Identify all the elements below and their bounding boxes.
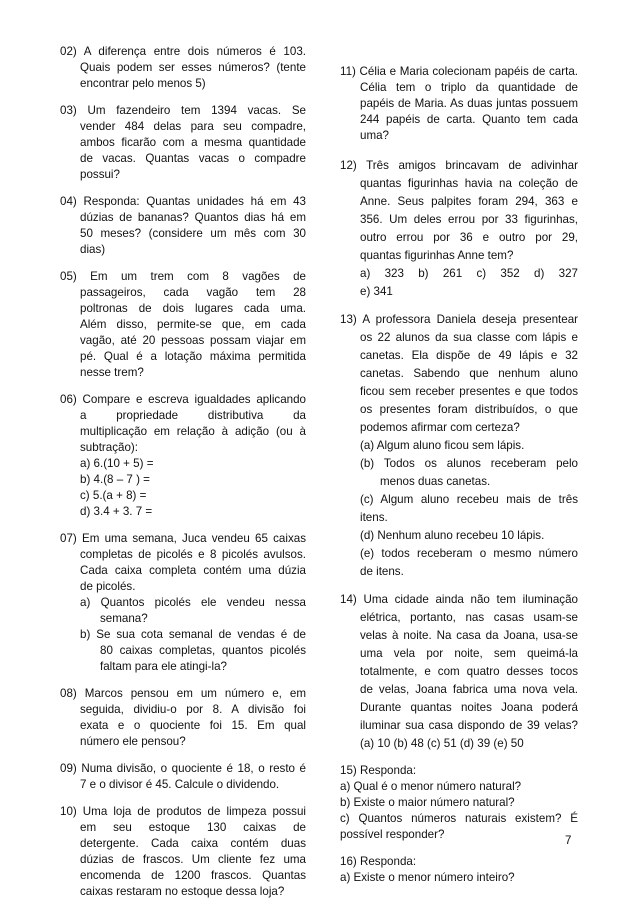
text-line: dias): [80, 243, 106, 256]
text-line: 08) Marcos pensou em um número e, em: [60, 687, 306, 700]
text-line: 7 e o divisor é 45. Calcule o dividendo.: [80, 778, 280, 791]
text-line: de vacas. Quantas vacas o compadre: [80, 152, 306, 165]
text-line: a) 6.(10 + 5) =: [80, 457, 154, 470]
text-line: quantas figurinhas havia na coleção de: [360, 177, 578, 190]
text-line: canetas. Ela dispõe de 49 lápis e 32: [360, 349, 578, 362]
text-line: de velas, Joana fabrica uma nova vela.: [360, 683, 578, 696]
text-line: d) 3.4 + 3. 7 =: [80, 505, 153, 518]
text-line: passageiros, cada vagão tem 28: [80, 286, 306, 299]
text-line: quantas figurinhas Anne tem?: [360, 249, 514, 262]
text-line: (e) todos receberam o mesmo número: [360, 547, 578, 560]
text-line: 10) Uma loja de produtos de limpeza possui: [60, 805, 306, 818]
text-line: velas à noite. Na casa da Joana, usa-se: [360, 629, 578, 642]
text-line: 12) Três amigos brincavam de adivinhar: [340, 159, 578, 172]
text-line: subtração):: [80, 441, 138, 454]
text-line: uma vela por noite, sem queimá-la: [360, 647, 578, 660]
text-line: b) 4.(8 – 7 ) =: [80, 473, 150, 486]
text-line: Cada caixa completa contém uma dúzia: [80, 564, 306, 577]
text-line: encontrar pelo menos 5): [80, 77, 206, 90]
text-line: seguida, dividiu-o por 8. A divisão foi: [80, 703, 306, 716]
text-line: detergente. Cada caixa contém duas: [80, 837, 306, 850]
text-line: Célia tem o triplo da quantidade de: [360, 81, 578, 94]
text-line: (c) Algum aluno recebeu mais de três: [360, 493, 578, 506]
text-line: a) Quantos picolés ele vendeu nessa: [80, 596, 306, 609]
text-line: 05) Em um trem com 8 vagões de: [60, 270, 306, 283]
text-line: Durante quantas noites Joana poderá: [360, 701, 578, 714]
text-line: Além disso, permite-se que, em cada: [80, 318, 306, 331]
text-line: 03) Um fazendeiro tem 1394 vacas. Se: [60, 104, 306, 117]
text-line: (b) Todos os alunos receberam pelo: [360, 457, 578, 470]
text-line: a) Existe o menor número inteiro?: [340, 871, 515, 884]
text-line: ficou sem receber presentes e que todos: [360, 385, 578, 398]
text-line: 14) Uma cidade ainda não tem iluminação: [340, 593, 578, 606]
text-line: 15) Responda:: [340, 764, 417, 777]
text-line: os 22 alunos da sua classe com lápis e: [360, 331, 578, 344]
text-line: de picolés.: [80, 580, 136, 593]
text-line: podemos afirmar com certeza?: [360, 421, 520, 434]
text-line: possui?: [80, 168, 120, 181]
text-line: caixas restaram no estoque dessa loja?: [80, 885, 285, 898]
text-line: (d) Nenhum aluno recebeu 10 lápis.: [360, 529, 545, 542]
text-line: de itens.: [360, 565, 404, 578]
text-line: (a) Algum aluno ficou sem lápis.: [360, 439, 525, 452]
text-line: completas de picolés e 8 picolés avulsos.: [80, 548, 306, 561]
text-line: menos duas canetas.: [380, 475, 491, 488]
text-line: 356. Um deles errou por 33 figurinhas,: [360, 213, 578, 226]
text-line: os presentes foram distribuídos, o que: [360, 403, 578, 416]
text-line: dúzias de bananas? Quantos dias há em: [80, 211, 306, 224]
text-line: papéis de Maria. As duas juntas possuem: [360, 97, 578, 110]
text-line: outro errou por 36 e outro por 29,: [360, 231, 578, 244]
text-line: (a) 10 (b) 48 (c) 51 (d) 39 (e) 50: [360, 737, 524, 750]
text-line: elétrica, portanto, nas casas usam-se: [360, 611, 578, 624]
text-line: b) Existe o maior número natural?: [340, 796, 515, 809]
text-line: possível responder?: [340, 828, 445, 841]
text-line: número ele pensou?: [80, 735, 186, 748]
text-line: em seu estoque 130 caixas de: [80, 821, 306, 834]
text-line: vender 484 delas para seu compadre,: [80, 120, 306, 133]
text-line: 11) Célia e Maria colecionam papéis de carta.: [340, 65, 578, 78]
text-line: nesse trem?: [80, 366, 144, 379]
text-line: 80 caixas completas, quantos picolés: [100, 644, 306, 657]
text-line: Quais podem ser esses números? (tente: [80, 61, 306, 74]
text-line: iluminar sua casa dispondo de 39 velas?: [360, 719, 578, 732]
text-line: exata e o quociente foi 15. Em qual: [80, 719, 306, 732]
page-number: 7: [565, 834, 572, 847]
text-line: c) Quantos números naturais existem? É: [340, 812, 578, 825]
text-line: a) 323 b) 261 c) 352 d) 327: [360, 267, 578, 280]
text-line: encomenda de 1200 frascos. Quantas: [80, 869, 306, 882]
text-line: totalmente, e com quatro desses tocos: [360, 665, 578, 678]
text-line: a) Qual é o menor número natural?: [340, 780, 522, 793]
text-line: 02) A diferença entre dois números é 103.: [60, 45, 306, 58]
text-line: faltam para ele atingi-la?: [100, 660, 227, 673]
text-line: Anne. Seus palpites foram 294, 363 e: [360, 195, 578, 208]
text-line: poltronas de dois lugares cada uma.: [80, 302, 306, 315]
text-line: 16) Responda:: [340, 855, 417, 868]
text-line: canetas. Sabendo que nenhum aluno: [360, 367, 578, 380]
text-line: c) 5.(a + 8) =: [80, 489, 147, 502]
text-line: 09) Numa divisão, o quociente é 18, o resto é: [60, 762, 306, 775]
text-line: itens.: [360, 511, 388, 524]
text-line: pé. Qual é a lotação máxima permitida: [80, 350, 306, 363]
text-line: 13) A professora Daniela deseja presentear: [340, 313, 578, 326]
text-line: b) Se sua cota semanal de vendas é de: [80, 628, 306, 641]
text-line: multiplicação em relação à adição (ou à: [80, 425, 306, 438]
text-line: 244 papéis de carta. Quanto tem cada: [360, 113, 578, 126]
text-line: e) 341: [360, 285, 393, 298]
text-line: 07) Em uma semana, Juca vendeu 65 caixas: [60, 532, 306, 545]
text-line: 50 meses? (considere um mês com 30: [80, 227, 306, 240]
text-line: vagão, até 20 pessoas possam viajar em: [80, 334, 306, 347]
text-line: a propriedade distributiva da: [80, 409, 306, 422]
text-line: 06) Compare e escreva igualdades aplicando: [60, 393, 306, 406]
text-line: semana?: [100, 612, 148, 625]
text-line: 04) Responda: Quantas unidades há em 43: [60, 195, 306, 208]
text-line: ambos ficarão com a mesma quantidade: [80, 136, 306, 149]
text-line: uma?: [360, 129, 390, 142]
text-line: dúzias de frascos. Um cliente fez uma: [80, 853, 306, 866]
